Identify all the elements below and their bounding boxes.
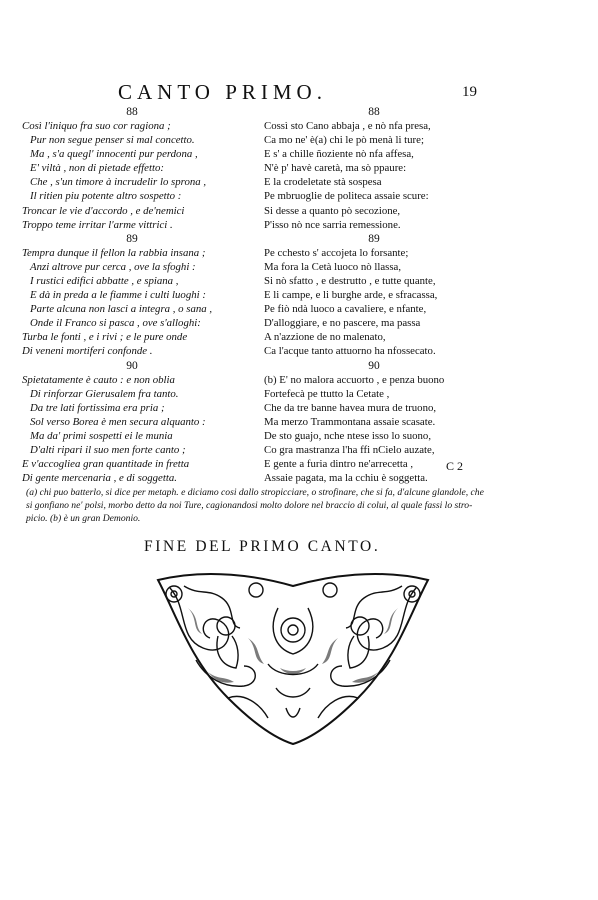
verse-line: E la crodeletate stà sospesa [264, 176, 382, 189]
verse-line: Il ritien piu potente altro sospetto : [30, 190, 182, 203]
stanza-number: 88 [368, 106, 380, 118]
verse-line: Ca l'acque tanto attuorno ha nfossecato. [264, 345, 436, 358]
verse-line: Cossì sto Cano abbaja , e nò nfa presa, [264, 120, 431, 132]
verse-line: N'è p' havè caretà, ma sò ppaure: [264, 162, 407, 175]
verse-line: E dà in preda a le fiamme i culti luoghi : [30, 289, 206, 302]
stanza-number: 89 [126, 232, 138, 245]
verse-line: Co gra mastranza l'ha ffi nCielo auzate, [264, 443, 435, 456]
verse-line: Fortefecà pe ttutto la Cetate , [264, 387, 390, 400]
verse-line: Pe cchesto s' accojeta lo forsante; [264, 246, 409, 259]
verse-line: E li campe, e li burghe arde, e sfracassa, [264, 289, 438, 302]
verse-line: Tempra dunque il fellon la rabbia insana ; [22, 246, 206, 259]
verse-line: E v'accoglieа gran quantitade in fretta [22, 458, 190, 471]
verse-line: Pe fiò ndà luoco a cavaliere, e nfante, [264, 303, 427, 316]
verse-line: P'isso nò nce sarria remessione. [264, 218, 401, 231]
italian-text-column [22, 105, 270, 485]
verse-line: Di veneni mortiferi confonde . [22, 345, 153, 358]
verse-line: Di gente mercenaria , e di soggetta. [22, 472, 177, 485]
verse-line: Sol verso Borea è men secura alquanto : [30, 415, 206, 428]
verse-line: A n'azzione de no malenato, [264, 331, 386, 344]
verse-line: Si desse a quanto pò secozione, [264, 204, 401, 217]
verse-line: Ma , s'a quegl' innocenti pur perdona , [30, 148, 198, 161]
verse-line: Assaie pagata, ma la cchiu è soggetta. [264, 472, 428, 485]
verse-line: Pur non segue penser si mal concetto. [30, 134, 195, 147]
floral-ornament-icon [148, 568, 438, 746]
verse-line: E s' a chille ñoziente nò nfa affesa, [264, 148, 414, 161]
running-title: CANTO PRIMO. [118, 80, 327, 104]
verse-line: Onde il Franco si pasca , ove s'alloghi: [30, 317, 201, 330]
verse-line: D'alti ripari il suo men forte canto ; [30, 443, 186, 456]
verse-line: E gente a furia dintro ne'arrecetta , [264, 458, 414, 471]
footnote-line: si gonfiano ne' polsi, morbo detto da noi Ture, cagionandosi molto dolore nel braccio di colui, al quale fassi lo stro- [26, 500, 473, 511]
verse-line: Ma merzo Trammontana assaie scasate. [264, 415, 436, 428]
verse-line: D'alloggiare, e no pascere, ma passa [264, 317, 421, 330]
neapolitan-text-column [264, 105, 504, 485]
verse-line: Anzi altrove pur cerca , ove la sfoghi : [30, 260, 196, 273]
verse-line: (b) E' no malora accuorto , e penza buono [264, 373, 445, 386]
verse-line: Troncar le vie d'accordo , e de'nemici [22, 204, 185, 217]
footnote [26, 486, 496, 525]
verse-line: I rustici edifici abbatte , e spiana , [30, 274, 179, 287]
verse-line: Che , s'un timore à incrudelir lo sprona , [30, 176, 207, 189]
verse-line: Ca mo ne' è(a) chi le pò menà li ture; [264, 134, 424, 147]
verse-line: Turba le fonti , e i rivi ; e le pure onde [22, 331, 188, 344]
verse-line: Troppo teme irritar l'arme vittrici . [22, 218, 173, 231]
footnote-line: (a) chi puo batterlo, si dice per metaph. e diciamo cosi dallo stropicciare, o strofinare, che si fa, d'alcune glandole, che [26, 487, 484, 498]
stanza-number: 90 [368, 359, 380, 372]
verse-line: Così l'iniquo fra suo cor ragiona ; [22, 120, 171, 132]
stanza-number: 88 [126, 106, 138, 118]
verse-line: Si nò sfatto , e destrutto , e tutte quante, [264, 274, 436, 287]
verse-line: E' viltà , non di pietade effetto: [30, 162, 164, 175]
verse-line: De sto guajo, nche ntese isso lo suono, [264, 429, 432, 442]
closing-title: FINE DEL PRIMO CANTO. [144, 538, 381, 555]
verse-line: Da tre lati fortissima era pria ; [30, 401, 165, 414]
signature-mark: C 2 [446, 459, 464, 473]
page-number: 19 [462, 84, 477, 100]
verse-line: Di rinforzar Gierusalem fra tanto. [30, 387, 179, 400]
verse-line: Ma fora la Cetà luoco nò llassa, [264, 260, 402, 273]
verse-line: Che da tre banne havea mura de truono, [264, 401, 437, 414]
verse-line: Pe mbruoglie de politeca assaie scure: [264, 190, 429, 203]
verse-line: Parte alcuna non lasci a integra , o sana , [30, 303, 213, 316]
footnote-line: picio. (b) è un gran Demonio. [26, 513, 141, 524]
verse-line: Spietatamente è cauto : e non oblia [22, 373, 175, 386]
page-header [0, 80, 598, 104]
stanza-number: 89 [368, 232, 380, 245]
verse-line: Ma da' primi sospetti ei le munia [30, 429, 173, 442]
stanza-number: 90 [126, 359, 138, 372]
